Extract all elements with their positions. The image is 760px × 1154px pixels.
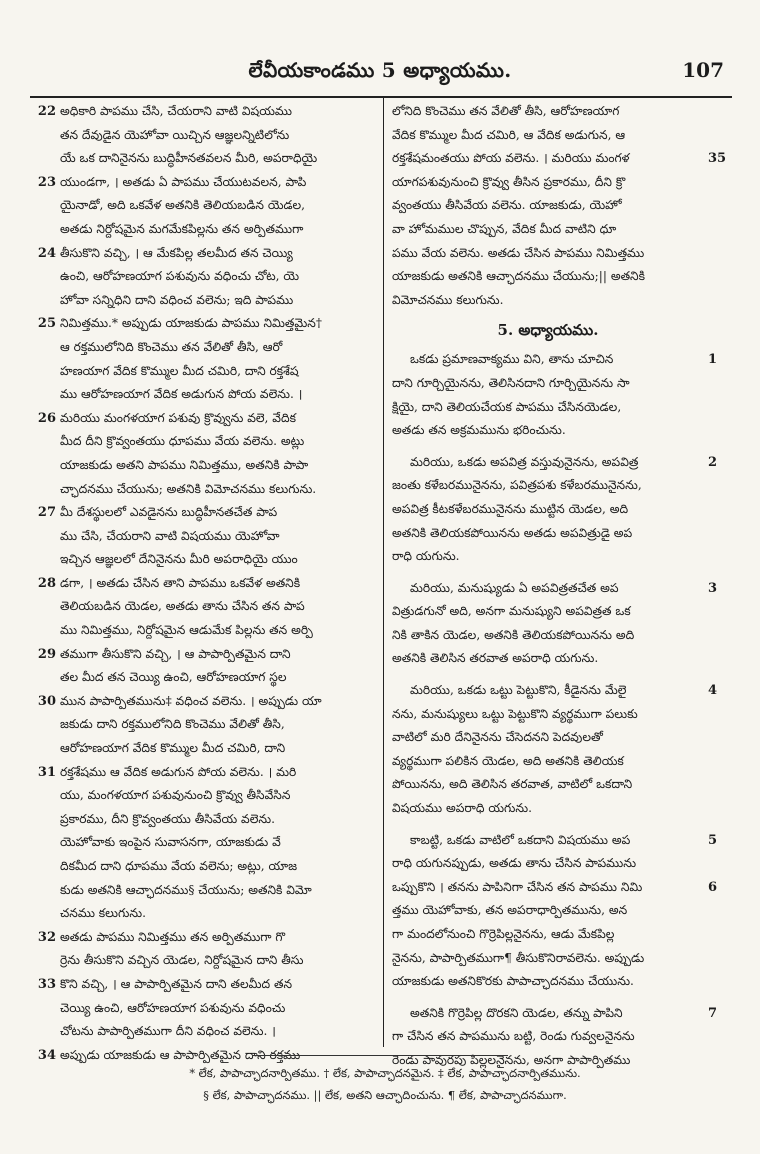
text-line — [392, 419, 704, 443]
line-text: డగా, । అతడు చేసిన తాని పాపము ఒకవేళ అతనికి — [60, 575, 301, 590]
line-text: వాటిలో మరి దేనినైనను చేసెదనని పెదవులతో — [392, 730, 603, 745]
line-text: నికి తాకిన యెడల, అతనికి తెలియకపోయినను అది — [392, 627, 635, 642]
verse-number: 34 — [37, 1047, 56, 1063]
line-text: మీద దీని క్రొవ్వంతయు ధూపము వేయ వలెను. అట్లు — [60, 434, 305, 449]
text-line — [60, 595, 372, 619]
line-text: పోయినను, అది తెలిసిన తరవాత, వాటిలో ఒకదాని — [392, 777, 633, 792]
text-line — [392, 372, 704, 396]
text-line — [37, 572, 372, 596]
text-line — [37, 926, 372, 950]
text-line — [392, 852, 704, 876]
text-line — [60, 666, 372, 690]
text-line — [392, 396, 704, 420]
text-line — [60, 194, 372, 218]
line-text: మీ దేశస్థులలో ఎవడైనను బుద్ధిహీనతచేత పాప — [60, 505, 278, 520]
line-text: ఉంచి, ఆరోహణయాగ పశువును వధించు చోట, యె — [60, 269, 300, 284]
page-title: లేవీయకాండము 5 అధ్యాయము. — [248, 58, 512, 82]
line-text: యాగపశువునుంచి క్రొవ్వు తీసిన ప్రకారము, దీని క్రొ — [392, 174, 626, 189]
line-text: తల మీద తన చెయ్యి ఉంచి, ఆరోహణయాగ స్థల — [60, 670, 287, 685]
line-text: అపవిత్ర కీటకళేబరమునైనను ముట్టిన యెడల, అది — [392, 501, 629, 516]
footnote-rule — [252, 1055, 508, 1056]
line-text: పము వేయ వలెను. అతడు చేసిన పాపము నిమిత్తము — [392, 245, 645, 260]
verse-number: 27 — [37, 505, 56, 521]
line-text: కొని వచ్చి, । ఆ పాపార్పితమైన దాని తలమీద తన — [60, 976, 293, 991]
text-line — [392, 218, 704, 242]
line-text: విత్రుడగునో అది, అనగా మనుష్యుని అపవిత్రత ఒక — [392, 604, 631, 619]
text-line — [392, 923, 704, 947]
text-line — [60, 831, 372, 855]
text-line — [37, 761, 372, 785]
header-rule — [30, 96, 732, 98]
text-line — [392, 171, 704, 195]
text-line — [60, 124, 372, 148]
line-text: యుండగా, । అతడు ఏ పాపము చేయుటవలన, పాపి — [60, 174, 307, 189]
line-text: యు, మంగళయాగ పశువునుంచి క్రొవ్వు తీసివేసిన — [60, 788, 291, 803]
line-text: రెండు పావురపు పిల్లలనైనను, అనగా పాపార్పితము — [392, 1052, 631, 1067]
line-text: తముగా తీసుకొని వచ్చి, । ఆ పాపార్పితమైన దాని — [60, 646, 291, 661]
line-text: ఆ రక్తములోనిది కొంచెము తన వేలితో తీసి, ఆరో — [60, 339, 283, 354]
verse-number: 22 — [37, 104, 56, 119]
line-text: జకుడు దాని రక్తములోనిది కొంచెము వేలితో తీసి, — [60, 717, 285, 732]
text-line — [392, 726, 704, 750]
line-text: చోటను పాపార్పితముగా దీని వధించ వలెను. । — [60, 1024, 276, 1039]
line-text: అధికారి పాపము చేసి, చేయరాని వాటి విషయము — [60, 104, 293, 118]
text-line — [392, 545, 704, 569]
text-line — [60, 713, 372, 737]
line-text: అతడు తన అక్రమమును భరించును. — [392, 423, 566, 438]
verse-number: 26 — [37, 410, 56, 426]
text-line — [392, 797, 704, 821]
text-line — [60, 265, 372, 289]
text-line — [392, 348, 718, 372]
running-header — [30, 52, 730, 92]
line-text: వ్యర్థముగా పలికిన యెడల, అది అతనికి తెలియక — [392, 753, 624, 768]
line-text: గా మందలోనుంచి గొర్రెపిల్లనైనను, ఆడు మేకపిల్ల — [392, 927, 615, 941]
text-line — [60, 454, 372, 478]
text-line — [392, 703, 704, 727]
line-text: ఆరోహణయాగ వేదిక కొమ్ముల మీద చమిరి, దాని — [60, 741, 286, 756]
paragraph-gap — [392, 671, 704, 679]
line-text: తన దేవుడైన యెహోవా యిచ్చిన ఆజ్ఞలన్నిటిలోను — [60, 127, 290, 142]
verse-number: 33 — [37, 976, 56, 992]
text-line — [60, 879, 372, 903]
text-line — [60, 289, 372, 313]
verse-number: 1 — [708, 352, 718, 368]
verse-number: 24 — [37, 245, 56, 261]
text-line — [392, 194, 704, 218]
verse-number: 35 — [708, 151, 727, 167]
right-column — [392, 100, 727, 1067]
line-text: త్తము యెహోవాకు, తన అపరాధార్పితమును, అన — [392, 903, 628, 918]
line-text: హోవా సన్నిధిని దాని వధించ వలెను; ఇది పాపము — [60, 292, 294, 307]
line-text: ప్రకారము, దీని క్రొవ్వంతయు తీసివేయ వలెను. — [60, 811, 275, 826]
line-text: వేదిక కొమ్ముల మీద చమిరి, ఆ వేదిక అడుగున, ఆ — [392, 127, 626, 142]
line-text: జంతు కళేబరమునైనను, పవిత్రపశు కళేబరమునైనను, — [392, 478, 642, 493]
right-column-continuation — [392, 100, 727, 312]
line-text: కాబట్టి, ఒకడు వాటిలో ఒకదాని విషయము అప — [410, 832, 631, 847]
text-line — [392, 829, 718, 853]
text-line — [392, 1025, 704, 1049]
text-line — [392, 100, 704, 124]
text-line — [37, 100, 372, 124]
text-line — [392, 498, 704, 522]
text-line — [392, 577, 718, 601]
verse-number: 2 — [708, 454, 718, 470]
line-text: తీసుకొని వచ్చి, । ఆ మేకపిల్ల తలమీద తన చెయ్యి — [60, 245, 293, 260]
text-line — [392, 773, 704, 797]
line-text: వ్వంతయు తీసివేయ వలెను. యాజకుడు, యెహో — [392, 198, 622, 213]
text-line — [392, 679, 718, 703]
text-line — [392, 970, 704, 994]
text-line — [60, 360, 372, 384]
verse-number: 29 — [37, 646, 56, 662]
text-line — [392, 265, 704, 289]
text-line — [60, 619, 372, 643]
chapter-heading: 5. అధ్యాయము. — [497, 321, 599, 340]
text-line — [37, 690, 372, 714]
line-text: గా చేసిన తన పాపమును బట్టి, రెండు గువ్వలనైనను — [392, 1029, 635, 1044]
line-text: నను, మనుష్యులు ఒట్టు పెట్టుకొని వ్యర్థముగా పలుకు — [392, 706, 638, 721]
line-text: విమోచనము కలుగును. — [392, 292, 504, 307]
chapter-five-text — [392, 348, 718, 1072]
text-line — [392, 876, 718, 900]
verse-number: 23 — [37, 174, 56, 190]
text-line — [392, 750, 704, 774]
line-text: అతడు నిర్దోషమైన మగమేకపిల్లను తన అర్పితముగా — [60, 221, 304, 236]
text-line — [60, 430, 372, 454]
line-text: అప్పుడు యాజకుడు ఆ పాపార్పితమైన దాని రక్తము — [60, 1047, 301, 1062]
line-text: హణయాగ వేదిక కొమ్ముల మీద చమిరి, దాని రక్తశేష — [60, 363, 299, 378]
line-text: మరియు, ఒకడు అపవిత్ర వస్తువునైనను, అపవిత్ర — [410, 454, 639, 469]
line-text: దాని గూర్చియైనను, తెలిసినదాని గూర్చియైనను సా — [392, 375, 630, 390]
text-line — [392, 242, 704, 266]
text-line — [60, 336, 372, 360]
text-line — [392, 624, 704, 648]
text-line — [392, 947, 704, 971]
text-line — [392, 474, 704, 498]
line-text: నిమిత్తము.* అప్పుడు యాజకుడు పాపము నిమిత్తమైన† — [60, 316, 322, 331]
line-text: రక్తశేషమంతయు పోయ వలెను. । మరియు మంగళ — [392, 151, 630, 166]
line-text: ము చేసి, చేయరాని వాటి విషయము యెహోవా — [60, 528, 280, 543]
text-line — [37, 312, 372, 336]
verse-number: 6 — [708, 879, 718, 895]
text-line — [392, 451, 718, 475]
text-line — [392, 522, 704, 546]
line-text: ము ఆరోహణయాగ వేదిక అడుగున పోయ వలెను. । — [60, 387, 303, 402]
verse-number: 7 — [708, 1005, 718, 1021]
line-text: తెలియబడిన యెడల, అతడు తాను చేసిన తన పాప — [60, 599, 305, 614]
line-text: చనము కలుగును. — [60, 906, 146, 921]
text-line — [392, 124, 704, 148]
line-text: యే ఒక దానినైనను బుద్ధిహీనతవలన మీరి, అపరాధియై — [60, 151, 318, 166]
text-line — [392, 899, 704, 923]
verse-number: 5 — [708, 832, 718, 848]
text-line — [37, 242, 372, 266]
text-line — [60, 548, 372, 572]
line-text: ఇచ్చిన ఆజ్ఞలలో దేనినైనను మీరి అపరాధియై యుం — [60, 552, 298, 567]
line-text: అతనికి తెలియకపోయినను అతడు అపవిత్రుడై అప — [392, 525, 633, 540]
line-text: వా హోమముల చొప్పున, వేదిక మీద వాటిని ధూ — [392, 221, 617, 236]
line-text: ము నిమిత్తము, నిర్దోషమైన ఆడుమేక పిల్లను తన అర్పి — [60, 623, 313, 638]
line-text: మున పాపార్పితమును‡ వధించ వలెను. । అప్పుడు యా — [60, 693, 322, 708]
text-line — [60, 1020, 372, 1044]
verse-number: 4 — [708, 683, 718, 699]
text-line — [60, 218, 372, 242]
text-line — [60, 808, 372, 832]
line-text: మరియు, ఒకడు ఒట్టు పెట్టుకొని, కీడైనను మేలై — [410, 683, 627, 698]
footnotes — [60, 1062, 710, 1106]
text-line — [60, 383, 372, 407]
verse-number: 31 — [37, 764, 56, 780]
line-text: యైనాడో, అది ఒకవేళ అతనికి తెలియబడిన యెడల, — [60, 198, 306, 213]
text-line — [60, 478, 372, 502]
text-line — [60, 949, 372, 973]
text-line — [60, 525, 372, 549]
line-text: నైనను, పాపార్పితముగా¶ తీసుకొనిరావలెను. అప్పుడు — [392, 950, 645, 965]
verse-number: 3 — [708, 580, 718, 596]
verse-number: 28 — [37, 575, 56, 591]
line-text: ఒకడు ప్రమాణవాక్యము విని, తాను చూచిన — [410, 352, 614, 367]
verse-number: 30 — [37, 693, 56, 709]
verse-number: 25 — [37, 316, 56, 332]
text-line — [37, 407, 372, 431]
text-line — [60, 737, 372, 761]
column-divider — [383, 97, 384, 1047]
line-text: అతడు పాపము నిమిత్తము తన అర్పితముగా గొ — [60, 929, 286, 944]
line-text: యాజకుడు అతనికి ఆచ్ఛాదనము చేయును;|| అతనికి — [392, 269, 645, 284]
text-line — [60, 902, 372, 926]
line-text: అతనికి గొర్రెపిల్ల దొరకని యెడల, తన్ను పాపిని — [410, 1005, 623, 1020]
line-text: అతనికి తెలిసిన తరవాత అపరాధి యగును. — [392, 651, 599, 666]
line-text: రాధి యగునప్పుడు, అతడు తాను చేసిన పాపమును — [392, 856, 637, 871]
paragraph-gap — [392, 443, 704, 451]
text-line — [37, 973, 372, 997]
paragraph-gap — [392, 994, 704, 1002]
paragraph-gap — [392, 569, 704, 577]
line-text: ఒప్పుకొని । తనను పాపినిగా చేసిన తన పాపము నిమి — [392, 879, 643, 894]
line-text: చ్ఛాదనము చేయును; అతనికి విమోచనము కలుగును. — [60, 481, 317, 496]
line-text: క్షియై, దాని తెలియచేయక పాపము చేసినయెడల, — [392, 399, 622, 414]
line-text: కుడు అతనికి ఆచ్ఛాదనము§ చేయును; అతనికి విమో — [60, 882, 312, 897]
footnote-line: § లేక, పాపాచ్ఛాదనము. || లేక, అతని ఆచ్ఛాదించును. ¶ లేక, పాపాచ్ఛాదనముగా. — [203, 1088, 567, 1102]
text-line — [37, 171, 372, 195]
line-text: ర్రెను తీసుకొని వచ్చిన యెడల, నిర్దోషమైన దాని తీసు — [60, 953, 304, 968]
text-line — [60, 855, 372, 879]
text-line — [60, 784, 372, 808]
text-line — [37, 501, 372, 525]
line-text: చెయ్యి ఉంచి, ఆరోహణయాగ పశువును వధించు — [60, 1000, 286, 1015]
left-column — [37, 100, 372, 1063]
page-number: 107 — [682, 58, 724, 82]
line-text: దికమీద దాని ధూపము వేయ వలెను; అట్లు, యాజ — [60, 859, 297, 873]
text-line — [37, 643, 372, 667]
text-line — [392, 647, 704, 671]
text-line — [60, 997, 372, 1021]
text-line — [392, 600, 704, 624]
verse-number: 32 — [37, 929, 56, 945]
text-line — [60, 147, 372, 171]
line-text: లోనిది కొంచెము తన వేలితో తీసి, ఆరోహణయాగ — [392, 104, 620, 118]
line-text: యెహోవాకు ఇంపైన సువాసనగా, యాజకుడు వే — [60, 835, 281, 850]
text-line — [392, 147, 727, 171]
line-text: రాధి యగును. — [392, 549, 460, 564]
text-line — [392, 289, 704, 313]
line-text: విషయము అపరాధి యగును. — [392, 801, 532, 816]
line-text: రక్తశేషము ఆ వేదిక అడుగున పోయ వలెను. । మరి — [60, 764, 297, 779]
line-text: యాజకుడు అతనికొరకు పాపాచ్ఛాదనము చేయును. — [392, 974, 634, 989]
line-text: మరియు మంగళయాగ పశువు క్రొవ్వును వలె, వేదిక — [60, 410, 296, 425]
text-line — [392, 1002, 718, 1026]
line-text: మరియు, మనుష్యుడు ఏ అపవిత్రతచేత అప — [410, 580, 619, 595]
paragraph-gap — [392, 821, 704, 829]
footnote-line: * లేక, పాపాచ్ఛాదనార్పితము. † లేక, పాపాచ్ఛాదనమైన. ‡ లేక, పాపాచ్ఛాదనార్పితమును. — [189, 1066, 581, 1080]
line-text: యాజకుడు అతని పాపము నిమిత్తము, అతనికి పాపా — [60, 457, 309, 472]
